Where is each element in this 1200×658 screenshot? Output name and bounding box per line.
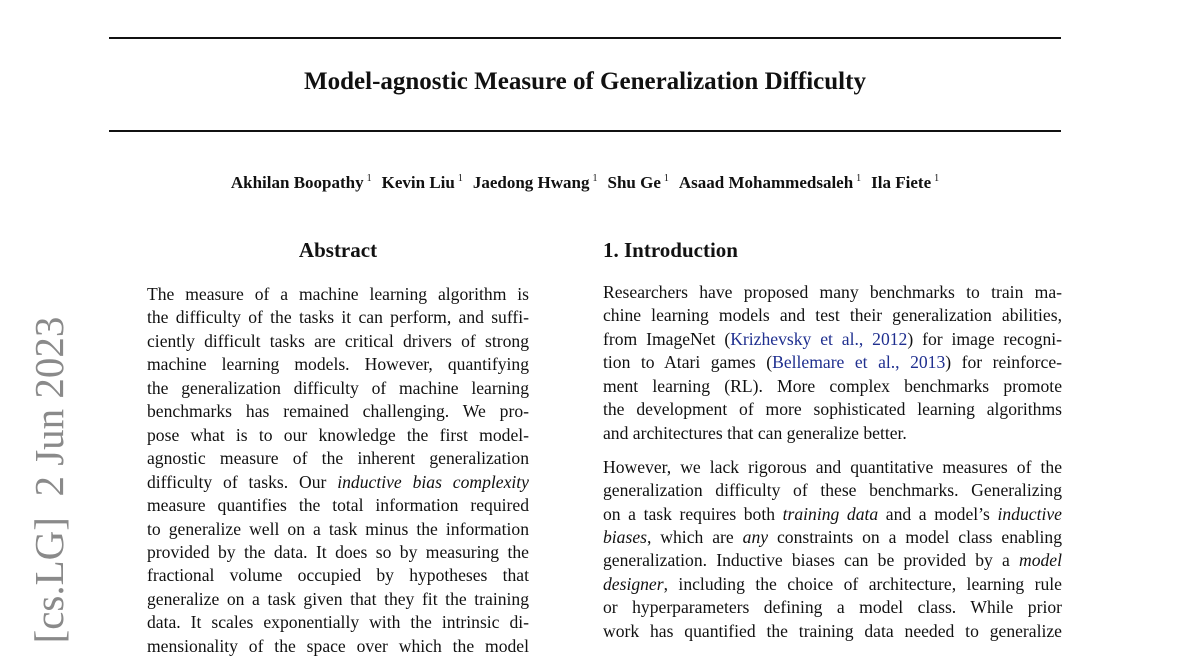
- author: [231, 173, 372, 192]
- text-segment: mensionality of the space over which the model: [147, 635, 529, 656]
- text-segment: and a model’s: [878, 503, 998, 524]
- text-line: [147, 330, 529, 353]
- affiliation-mark: 1: [366, 173, 372, 185]
- text-line: [147, 306, 529, 329]
- author-name: Asaad Mohammedsaleh: [678, 173, 854, 192]
- text-segment: to generalize well on a task minus the information: [147, 518, 529, 539]
- abstract-heading: Abstract: [298, 238, 378, 262]
- italic-text: any: [742, 527, 769, 547]
- text-segment: on a task requires both: [603, 503, 783, 524]
- text-segment: generalization. Inductive biases can be provided by a: [603, 550, 1019, 571]
- text-segment: chine learning models and test their generalization abilities,: [603, 305, 1062, 326]
- text-line: [603, 304, 1062, 327]
- text-segment: ) for reinforce-: [945, 352, 1062, 373]
- author-name: Akhilan Boopathy: [230, 173, 364, 192]
- text-line: [147, 447, 529, 470]
- text-segment: , which are: [646, 527, 743, 547]
- citation-link[interactable]: Bellemare et al., 2013: [772, 352, 946, 373]
- text-line: [147, 611, 529, 634]
- text-line: [147, 283, 529, 306]
- paper-title: Model-agnostic Measure of Generalization Difficulty: [304, 68, 866, 95]
- text-segment: pose what is to our knowledge the first model-: [147, 424, 529, 445]
- text-line: [603, 526, 1062, 549]
- text-segment: difficulty of tasks. Our: [147, 471, 338, 492]
- author: [871, 173, 939, 192]
- text-segment: provided by the data. It does so by measuring the: [147, 541, 529, 562]
- author-name: Ila Fiete: [871, 173, 932, 192]
- title-bottom-rule: [109, 130, 1061, 132]
- affiliation-mark: 1: [856, 173, 862, 185]
- text-line: [603, 398, 1062, 421]
- text-line: [147, 400, 529, 423]
- text-line: [603, 351, 1062, 374]
- author-list: [109, 173, 1061, 193]
- author-name: Kevin Liu: [381, 173, 455, 192]
- text-segment: agnostic measure of the inherent generalization: [147, 448, 529, 469]
- text-segment: benchmarks has remained challenging. We pro-: [147, 401, 529, 422]
- text-segment: the generalization difficulty of machine learning: [147, 377, 529, 398]
- text-segment: fractional volume occupied by hypotheses that: [147, 565, 529, 586]
- text-segment: or hyperparameters defining a model class. While prior: [603, 597, 1062, 618]
- author: [679, 173, 861, 192]
- text-segment: Researchers have proposed many benchmarks to train ma-: [603, 282, 1062, 302]
- text-segment: data. It scales exponentially with the intrinsic di-: [147, 612, 529, 633]
- arxiv-stamp: [cs.LG] 2 Jun 2023: [26, 316, 72, 644]
- text-segment: generalization difficulty of these benchmarks. Generalizing: [603, 480, 1062, 501]
- text-line: [603, 281, 1062, 304]
- affiliation-mark: 1: [934, 173, 940, 185]
- author-name: Jaedong Hwang: [472, 173, 590, 192]
- author: [473, 173, 598, 192]
- italic-text: inductive bias complexity: [337, 471, 529, 492]
- italic-text: biases: [603, 527, 647, 547]
- text-segment: and architectures that can generalize better.: [603, 422, 907, 443]
- text-segment: the development of more sophisticated learning algorithms: [603, 399, 1062, 420]
- affiliation-mark: 1: [663, 173, 669, 185]
- text-line: [603, 375, 1062, 398]
- text-line: [603, 596, 1062, 619]
- text-segment: the difficulty of the tasks it can perform, and suffi-: [147, 307, 529, 328]
- text-segment: ciently difficult tasks are critical drivers of strong: [147, 330, 529, 351]
- text-line: [603, 549, 1062, 572]
- text-segment: work has quantified the training data needed to generalize: [603, 620, 1062, 641]
- text-line: [603, 456, 1062, 479]
- text-segment: However, we lack rigorous and quantitative measures of the: [603, 456, 1062, 477]
- text-segment: machine learning models. However, quantifying: [147, 354, 529, 375]
- text-line: [147, 377, 529, 400]
- text-line: [147, 424, 529, 447]
- text-line: [147, 564, 529, 587]
- text-line: [147, 518, 529, 541]
- text-segment: ) for image recogni-: [907, 328, 1063, 349]
- author: [382, 173, 463, 192]
- text-line: [603, 479, 1062, 502]
- text-line: [147, 494, 529, 517]
- italic-text: designer: [603, 573, 664, 594]
- text-line: [147, 541, 529, 564]
- author-name: Shu Ge: [607, 173, 661, 192]
- text-line: [147, 471, 529, 494]
- text-line: [603, 328, 1062, 351]
- affiliation-mark: 1: [592, 173, 598, 185]
- text-segment: from ImageNet (: [603, 328, 731, 349]
- text-segment: tion to Atari games (: [603, 352, 773, 373]
- text-segment: ment learning (RL). More complex benchmarks promote: [603, 375, 1062, 396]
- text-line: [147, 353, 529, 376]
- text-segment: , including the choice of architecture, learning rule: [663, 573, 1062, 594]
- italic-text: training data: [782, 503, 879, 524]
- text-line: [147, 635, 529, 658]
- text-segment: constraints on a model class enabling: [768, 527, 1062, 547]
- top-rule: [109, 37, 1061, 39]
- introduction-heading: 1. Introduction: [603, 238, 738, 262]
- text-line: [603, 573, 1062, 596]
- text-segment: generalize on a task given that they fit the training: [147, 588, 529, 609]
- citation-link[interactable]: Krizhevsky et al., 2012: [730, 328, 908, 349]
- text-segment: measure quantifies the total information required: [147, 495, 529, 516]
- text-line: [603, 503, 1062, 526]
- text-line: [603, 620, 1062, 643]
- text-line: [603, 422, 1062, 445]
- italic-text: model: [1019, 550, 1062, 571]
- affiliation-mark: 1: [457, 173, 463, 185]
- text-line: [147, 588, 529, 611]
- author: [608, 173, 669, 192]
- italic-text: inductive: [997, 503, 1062, 524]
- text-segment: The measure of a machine learning algorithm is: [147, 284, 529, 304]
